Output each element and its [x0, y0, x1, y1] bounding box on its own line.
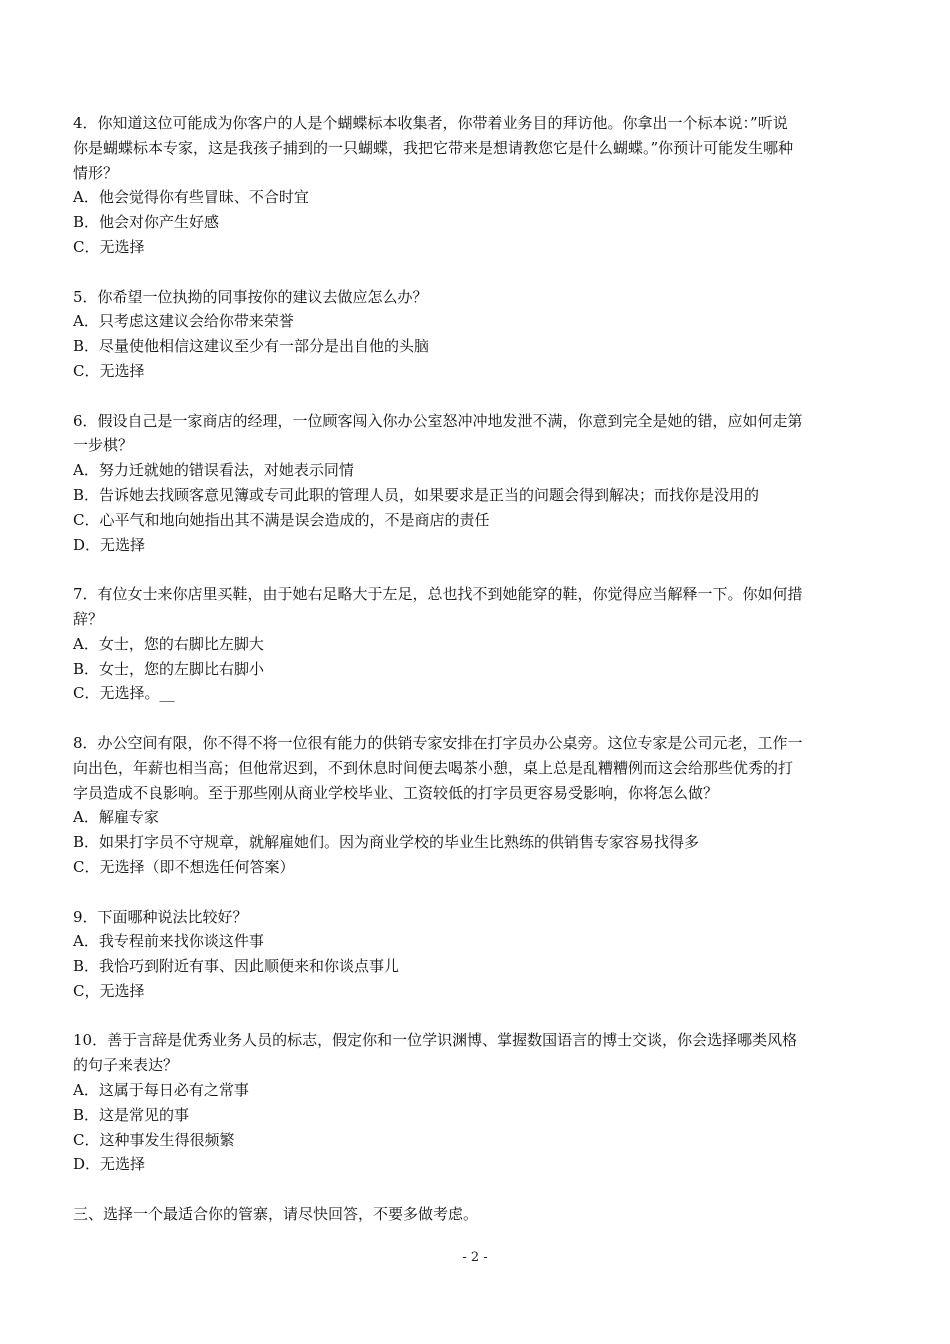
option-c: C，无选择: [73, 981, 145, 1000]
option-c: C．无选择: [73, 361, 145, 380]
question-9: [73, 905, 883, 1004]
option-a: A．解雇专家: [73, 808, 159, 827]
option-b: B．我恰巧到附近有事、因此顺便来和你谈点事儿: [73, 957, 400, 976]
question-text-line: 向出色，年薪也相当高；但他常迟到，不到休息时间便去喝茶小憩，桌上总是乱糟糟例而这会给那些优秀的打: [73, 758, 794, 777]
question-6: [73, 409, 883, 558]
option-b: B．如果打字员不守规章，就解雇她们。因为商业学校的毕业生比熟练的供销售专家容易找得多: [73, 833, 700, 852]
question-text-line: 一步棋？: [73, 436, 134, 455]
question-text-line: 5．你希望一位执拗的同事按你的建议去做应怎么办？: [73, 287, 428, 306]
option-a: A．我专程前来找你谈这件事: [73, 932, 264, 951]
question-text-line: 情形？: [73, 163, 119, 182]
option-c: C．无选择（即不想选任何答案）: [73, 857, 295, 876]
question-text-line: 6．假设自己是一家商店的经理，一位顾客闯入你办公室怒冲冲地发泄不满，你意到完全是她的错，应如何走第: [73, 411, 803, 430]
question-text-line: 辞？: [73, 609, 104, 628]
question-5: [73, 285, 883, 384]
question-text-line: 你是蝴蝶标本专家，这是我孩子捕到的一只蝴蝶，我把它带来是想请教您它是什么蝴蝶。”你预计可能发生哪种: [73, 138, 794, 157]
option-a: A．努力迁就她的错误看法，对她表示同情: [73, 461, 354, 480]
option-b: B．这是常见的事: [73, 1105, 190, 1124]
option-c: C．无选择: [73, 237, 145, 256]
option-c: C．这种事发生得很频繁: [73, 1130, 235, 1149]
option-c: C．心平气和地向她指出其不满是误会造成的，不是商店的责任: [73, 510, 490, 529]
question-7: [73, 582, 883, 706]
section-heading: 三、选择一个最适合你的管寨，请尽快回答，不要多做考虑。: [73, 1205, 479, 1224]
option-b: B．尽量使他相信这建议至少有一部分是出自他的头脑: [73, 337, 430, 356]
question-text-line: 8．办公空间有限，你不得不将一位很有能力的供销专家安排在打字员办公桌旁。这位专家是公司元老，工作一: [73, 733, 803, 752]
document-body: [73, 111, 883, 1227]
page-number: - 2 -: [462, 1250, 488, 1265]
question-4: [73, 111, 883, 260]
option-d: D．无选择: [73, 1155, 146, 1174]
option-a: A．只考虑这建议会给你带来荣誉: [73, 312, 294, 331]
option-a: A．女士，您的右脚比左脚大: [73, 634, 264, 653]
question-text-line: 的句子来表达？: [73, 1056, 179, 1075]
question-text-line: 7．有位女士来你店里买鞋，由于她右足略大于左足，总也找不到她能穿的鞋，你觉得应当解释一下。你如何措: [73, 585, 803, 604]
option-b: B．告诉她去找顾客意见簿或专司此职的管理人员，如果要求是正当的问题会得到解决；而找你是没用的: [73, 485, 760, 504]
option-a: A．这属于每日必有之常事: [73, 1081, 249, 1100]
question-8: [73, 731, 883, 880]
option-c: C．无选择。__: [73, 684, 175, 703]
option-b: B．他会对你产生好感: [73, 213, 220, 232]
question-text-line: 4．你知道这位可能成为你客户的人是个蝴蝶标本收集者，你带着业务目的拜访他。你拿出一个标本说：”听说: [73, 114, 788, 132]
question-text-line: 10．善于言辞是优秀业务人员的标志，假定你和一位学识渊博、掌握数国语言的博士交谈，你会选择哪类风格: [73, 1031, 798, 1050]
option-d: D．无选择: [73, 535, 146, 554]
question-10: [73, 1028, 883, 1177]
question-text-line: 9．下面哪种说法比较好？: [73, 907, 248, 926]
question-text-line: 字员造成不良影响。至于那些刚从商业学校毕业、工资较低的打字员更容易受影响，你将怎么做？: [73, 783, 719, 802]
option-a: A．他会觉得你有些冒昧、不合时宜: [73, 188, 309, 207]
option-b: B．女士，您的左脚比右脚小: [73, 659, 265, 678]
